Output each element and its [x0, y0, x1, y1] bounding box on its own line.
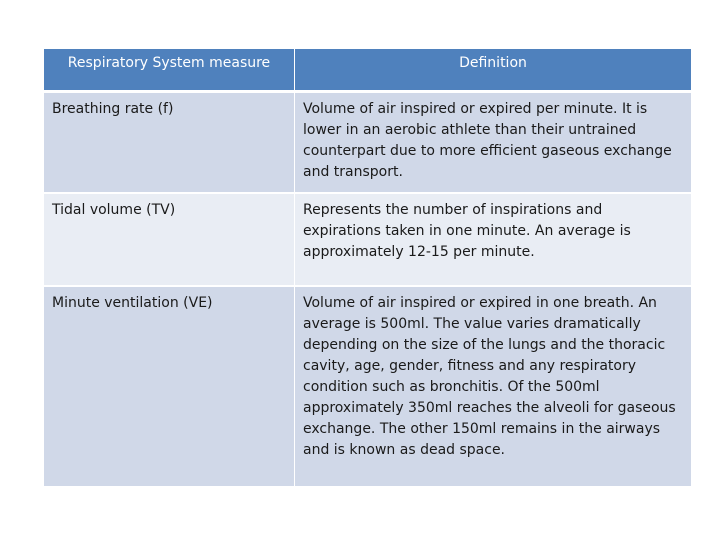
table-row — [44, 91, 692, 193]
header-definition: Definition — [295, 49, 692, 91]
definition-cell: Volume of air inspired or expired per minute. It is lower in an aerobic athlete than their untrained counterpart due to more efficient gaseous exchange and transport. — [295, 91, 692, 193]
measure-cell: Tidal volume (TV) — [44, 193, 295, 286]
definition-cell: Represents the number of inspirations and expirations taken in one minute. An average is approximately 12-15 per minute. — [295, 193, 692, 286]
header-measure: Respiratory System measure — [44, 49, 295, 91]
definition-cell: Volume of air inspired or expired in one breath. An average is 500ml. The value varies dramatically depending on the size of the lungs and the thoracic cavity, age, gender, fitness and any respiratory condition such as bronchitis. Of the 500ml approximately 350ml reaches the alveoli for gaseous exchange. The other 150ml remains in the airways and is known as dead space. — [295, 286, 692, 486]
table-row — [44, 193, 692, 286]
measure-cell: Breathing rate (f) — [44, 91, 295, 193]
measure-cell: Minute ventilation (VE) — [44, 286, 295, 486]
respiratory-table — [43, 49, 692, 486]
table-header-row — [44, 49, 692, 91]
table-row — [44, 286, 692, 486]
